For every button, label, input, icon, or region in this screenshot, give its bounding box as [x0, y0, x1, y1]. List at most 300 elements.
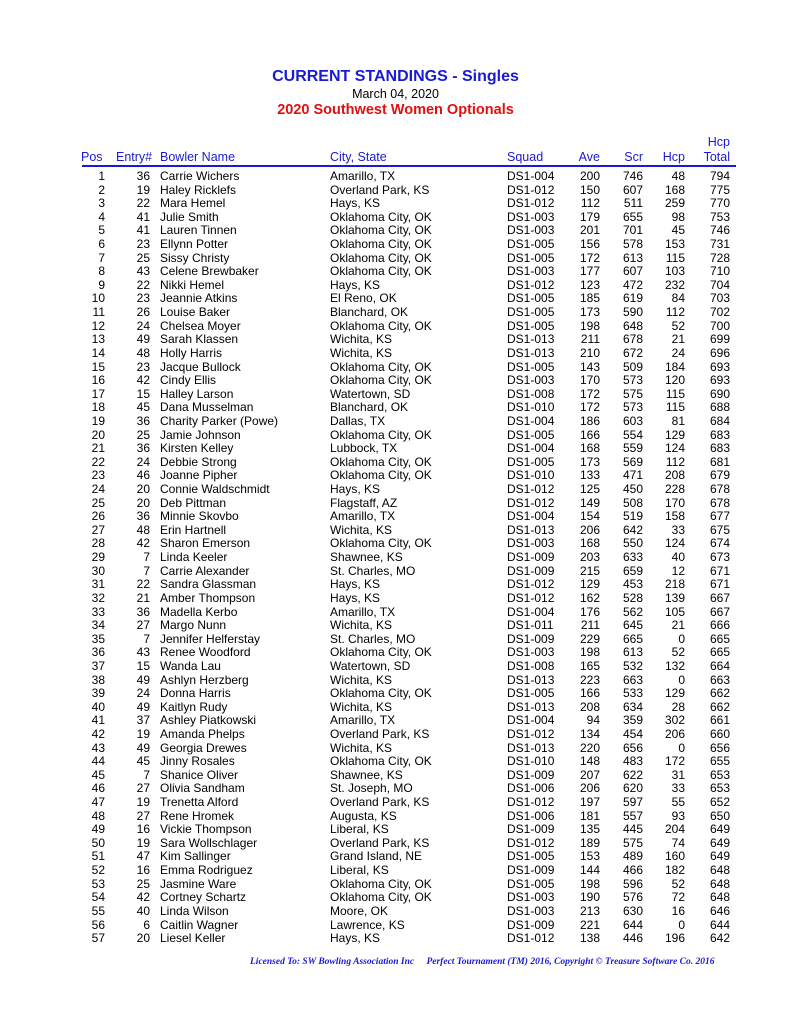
cell-ave: 210 — [579, 345, 600, 360]
cell-name: Linda Keeler — [160, 550, 228, 565]
cell-pos: 28 — [91, 536, 105, 551]
cell-total: 649 — [709, 835, 730, 850]
cell-scr: 575 — [622, 386, 643, 401]
cell-entry: 26 — [136, 305, 150, 320]
cell-name: Nikki Hemel — [160, 277, 225, 292]
cell-hcp: 206 — [664, 726, 685, 741]
cell-name: Madella Kerbo — [160, 604, 238, 619]
table-row — [0, 401, 791, 415]
cell-total: 663 — [709, 672, 730, 687]
cell-pos: 57 — [91, 931, 105, 946]
table-row — [0, 578, 791, 592]
footer — [250, 957, 724, 967]
table-row — [0, 796, 791, 810]
cell-city: Wichita, KS — [330, 740, 393, 755]
cell-squad: DS1-004 — [507, 604, 555, 619]
cell-squad: DS1-012 — [507, 577, 555, 592]
cell-ave: 206 — [579, 781, 600, 796]
table-row — [0, 292, 791, 306]
cell-total: 675 — [709, 522, 730, 537]
cell-entry: 41 — [136, 209, 150, 224]
cell-name: Jennifer Helferstay — [160, 631, 261, 646]
cell-pos: 3 — [98, 196, 105, 211]
cell-ave: 186 — [579, 413, 600, 428]
table-row — [0, 197, 791, 211]
cell-city: Wichita, KS — [330, 672, 393, 687]
cell-hcp: 28 — [671, 699, 685, 714]
cell-squad: DS1-010 — [507, 468, 555, 483]
cell-name: Ashlyn Herzberg — [160, 672, 249, 687]
column-header-hcp: Hcp — [662, 150, 685, 164]
cell-pos: 24 — [91, 482, 105, 497]
cell-squad: DS1-013 — [507, 672, 555, 687]
cell-hcp: 12 — [671, 563, 685, 578]
table-row — [0, 170, 791, 184]
cell-name: Sarah Klassen — [160, 332, 239, 347]
cell-city: Blanchard, OK — [330, 400, 409, 415]
cell-city: Overland Park, KS — [330, 835, 430, 850]
cell-scr: 550 — [622, 536, 643, 551]
cell-ave: 125 — [579, 482, 600, 497]
cell-name: Jamie Johnson — [160, 427, 241, 442]
cell-city: St. Charles, MO — [330, 563, 416, 578]
cell-scr: 519 — [622, 509, 643, 524]
cell-entry: 49 — [136, 332, 150, 347]
cell-city: Hays, KS — [330, 482, 381, 497]
cell-scr: 642 — [622, 522, 643, 537]
cell-pos: 39 — [91, 686, 105, 701]
cell-entry: 42 — [136, 536, 150, 551]
cell-scr: 562 — [622, 604, 643, 619]
cell-ave: 177 — [579, 264, 600, 279]
cell-pos: 44 — [91, 754, 105, 769]
cell-pos: 45 — [91, 767, 105, 782]
cell-scr: 508 — [622, 495, 643, 510]
cell-total: 671 — [709, 563, 730, 578]
cell-hcp: 33 — [671, 781, 685, 796]
cell-total: 681 — [709, 454, 730, 469]
cell-squad: DS1-012 — [507, 590, 555, 605]
cell-ave: 179 — [579, 209, 600, 224]
column-header-name: Bowler Name — [160, 150, 236, 164]
cell-total: 728 — [709, 250, 730, 265]
cell-name: Ashley Piatkowski — [160, 713, 257, 728]
cell-pos: 42 — [91, 726, 105, 741]
cell-hcp: 112 — [665, 305, 685, 320]
cell-city: Lubbock, TX — [330, 441, 398, 456]
cell-hcp: 84 — [671, 291, 685, 306]
table-row — [0, 184, 791, 198]
cell-scr: 607 — [622, 182, 643, 197]
table-row — [0, 279, 791, 293]
cell-pos: 50 — [91, 835, 105, 850]
cell-name: Mara Hemel — [160, 196, 226, 211]
cell-entry: 23 — [136, 237, 150, 252]
cell-scr: 665 — [622, 631, 643, 646]
cell-city: Hays, KS — [330, 196, 381, 211]
cell-city: Hays, KS — [330, 931, 381, 946]
cell-name: Cortney Schartz — [160, 890, 247, 905]
cell-city: Oklahoma City, OK — [330, 645, 432, 660]
cell-total: 660 — [709, 726, 730, 741]
cell-ave: 148 — [579, 754, 600, 769]
cell-entry: 48 — [136, 345, 150, 360]
cell-city: Oklahoma City, OK — [330, 359, 432, 374]
cell-city: Watertown, SD — [330, 658, 411, 673]
cell-squad: DS1-010 — [507, 754, 555, 769]
table-row — [0, 728, 791, 742]
table-row — [0, 252, 791, 266]
cell-city: Shawnee, KS — [330, 550, 403, 565]
cell-city: Blanchard, OK — [330, 305, 409, 320]
cell-entry: 43 — [136, 645, 150, 660]
cell-squad: DS1-003 — [507, 645, 555, 660]
cell-name: Renee Woodford — [160, 645, 251, 660]
cell-ave: 221 — [579, 917, 600, 932]
cell-entry: 49 — [136, 740, 150, 755]
table-row — [0, 919, 791, 933]
cell-hcp: 40 — [671, 550, 685, 565]
cell-pos: 34 — [91, 618, 105, 633]
cell-squad: DS1-011 — [507, 618, 554, 633]
cell-scr: 471 — [622, 468, 643, 483]
cell-hcp: 139 — [664, 590, 685, 605]
cell-name: Dana Musselman — [160, 400, 254, 415]
cell-city: Hays, KS — [330, 577, 381, 592]
cell-pos: 21 — [91, 441, 105, 456]
cell-ave: 208 — [579, 699, 600, 714]
cell-name: Vickie Thompson — [160, 822, 252, 837]
cell-hcp: 158 — [664, 509, 685, 524]
cell-ave: 143 — [579, 359, 600, 374]
cell-ave: 229 — [579, 631, 600, 646]
cell-scr: 655 — [622, 209, 643, 224]
cell-pos: 35 — [91, 631, 105, 646]
cell-total: 693 — [709, 359, 730, 374]
cell-name: Kim Sallinger — [160, 849, 231, 864]
cell-scr: 450 — [622, 482, 643, 497]
cell-ave: 198 — [579, 645, 600, 660]
cell-scr: 596 — [622, 876, 643, 891]
cell-ave: 144 — [579, 863, 600, 878]
cell-total: 684 — [709, 413, 730, 428]
cell-hcp: 170 — [664, 495, 685, 510]
cell-total: 653 — [709, 767, 730, 782]
cell-name: Celene Brewbaker — [160, 264, 259, 279]
cell-ave: 198 — [579, 318, 600, 333]
cell-entry: 20 — [136, 495, 150, 510]
cell-name: Sharon Emerson — [160, 536, 251, 551]
table-row — [0, 646, 791, 660]
cell-hcp: 52 — [671, 318, 685, 333]
cell-city: Oklahoma City, OK — [330, 427, 432, 442]
cell-entry: 23 — [136, 291, 150, 306]
cell-entry: 43 — [136, 264, 150, 279]
cell-pos: 14 — [91, 345, 105, 360]
table-row — [0, 483, 791, 497]
cell-squad: DS1-010 — [507, 400, 555, 415]
cell-name: Amanda Phelps — [160, 726, 245, 741]
cell-entry: 7 — [143, 550, 150, 565]
cell-total: 648 — [709, 863, 730, 878]
cell-entry: 15 — [136, 386, 150, 401]
cell-squad: DS1-012 — [507, 495, 555, 510]
cell-ave: 168 — [579, 536, 600, 551]
cell-scr: 453 — [622, 577, 643, 592]
cell-entry: 20 — [136, 931, 150, 946]
cell-scr: 578 — [622, 237, 643, 252]
cell-scr: 528 — [622, 590, 643, 605]
table-row — [0, 565, 791, 579]
table-row — [0, 388, 791, 402]
table-row — [0, 306, 791, 320]
cell-name: Lauren Tinnen — [160, 223, 237, 238]
cell-total: 688 — [709, 400, 730, 415]
cell-squad: DS1-013 — [507, 345, 555, 360]
table-row — [0, 714, 791, 728]
cell-total: 650 — [709, 808, 730, 823]
cell-name: Shanice Oliver — [160, 767, 239, 782]
cell-name: Liesel Keller — [160, 931, 226, 946]
cell-hcp: 129 — [664, 427, 685, 442]
cell-entry: 25 — [136, 250, 150, 265]
cell-scr: 573 — [622, 373, 643, 388]
cell-hcp: 55 — [671, 795, 685, 810]
table-row — [0, 497, 791, 511]
cell-entry: 48 — [136, 522, 150, 537]
cell-hcp: 168 — [664, 182, 685, 197]
cell-ave: 223 — [579, 672, 600, 687]
cell-squad: DS1-009 — [507, 863, 555, 878]
report-date: March 04, 2020 — [352, 87, 439, 101]
table-row — [0, 891, 791, 905]
cell-city: Oklahoma City, OK — [330, 237, 432, 252]
cell-name: Julie Smith — [160, 209, 219, 224]
cell-total: 746 — [709, 223, 730, 238]
cell-pos: 23 — [91, 468, 105, 483]
cell-hcp: 52 — [671, 876, 685, 891]
cell-scr: 663 — [622, 672, 643, 687]
cell-scr: 454 — [622, 726, 643, 741]
cell-entry: 19 — [136, 835, 150, 850]
cell-name: Wanda Lau — [160, 658, 221, 673]
cell-scr: 613 — [622, 250, 643, 265]
cell-ave: 172 — [579, 250, 600, 265]
cell-total: 662 — [709, 699, 730, 714]
table-row — [0, 510, 791, 524]
cell-city: Wichita, KS — [330, 618, 393, 633]
cell-total: 702 — [709, 305, 730, 320]
cell-city: St. Joseph, MO — [330, 781, 413, 796]
cell-pos: 19 — [91, 413, 105, 428]
cell-total: 674 — [709, 536, 730, 551]
cell-squad: DS1-012 — [507, 835, 555, 850]
cell-city: Oklahoma City, OK — [330, 536, 432, 551]
cell-squad: DS1-004 — [507, 169, 555, 183]
cell-scr: 746 — [622, 169, 643, 183]
cell-hcp: 105 — [664, 604, 685, 619]
cell-scr: 557 — [622, 808, 643, 823]
cell-squad: DS1-012 — [507, 931, 555, 946]
cell-pos: 46 — [91, 781, 105, 796]
cell-scr: 590 — [622, 305, 643, 320]
column-header-entry: Entry# — [116, 150, 153, 164]
cell-city: Oklahoma City, OK — [330, 754, 432, 769]
cell-ave: 135 — [579, 822, 600, 837]
cell-scr: 622 — [622, 767, 643, 782]
cell-hcp: 0 — [678, 672, 685, 687]
table-row — [0, 537, 791, 551]
cell-pos: 53 — [91, 876, 105, 891]
cell-total: 671 — [709, 577, 730, 592]
cell-scr: 619 — [622, 291, 643, 306]
cell-entry: 22 — [136, 196, 150, 211]
cell-pos: 47 — [91, 795, 105, 810]
cell-pos: 40 — [91, 699, 105, 714]
table-row — [0, 932, 791, 946]
cell-entry: 27 — [136, 781, 150, 796]
cell-entry: 15 — [136, 658, 150, 673]
cell-name: Joanne Pipher — [160, 468, 238, 483]
cell-ave: 138 — [579, 931, 600, 946]
table-row — [0, 619, 791, 633]
cell-total: 794 — [709, 169, 730, 183]
cell-squad: DS1-004 — [507, 509, 555, 524]
cell-total: 673 — [709, 550, 730, 565]
cell-total: 696 — [709, 345, 730, 360]
cell-name: Charity Parker (Powe) — [160, 413, 279, 428]
table-row — [0, 782, 791, 796]
cell-scr: 603 — [622, 413, 643, 428]
cell-pos: 20 — [91, 427, 105, 442]
cell-entry: 23 — [136, 359, 150, 374]
cell-ave: 134 — [579, 726, 600, 741]
cell-scr: 533 — [622, 686, 643, 701]
cell-pos: 9 — [98, 277, 105, 292]
cell-entry: 36 — [136, 509, 150, 524]
cell-hcp: 31 — [671, 767, 685, 782]
cell-name: Georgia Drewes — [160, 740, 247, 755]
cell-entry: 24 — [136, 686, 150, 701]
column-header-total-top: Hcp — [707, 135, 730, 149]
cell-total: 652 — [709, 795, 730, 810]
cell-squad: DS1-009 — [507, 917, 555, 932]
cell-ave: 203 — [579, 550, 600, 565]
cell-total: 649 — [709, 822, 730, 837]
cell-pos: 13 — [91, 332, 105, 347]
cell-scr: 672 — [622, 345, 643, 360]
cell-ave: 211 — [580, 332, 600, 347]
cell-hcp: 24 — [671, 345, 685, 360]
cell-name: Halley Larson — [160, 386, 234, 401]
cell-city: St. Charles, MO — [330, 631, 416, 646]
cell-squad: DS1-005 — [507, 318, 555, 333]
cell-entry: 49 — [136, 699, 150, 714]
cell-name: Haley Ricklefs — [160, 182, 237, 197]
cell-name: Cindy Ellis — [160, 373, 217, 388]
cell-scr: 532 — [622, 658, 643, 673]
cell-name: Jasmine Ware — [160, 876, 237, 891]
cell-entry: 22 — [136, 277, 150, 292]
cell-ave: 173 — [579, 305, 600, 320]
cell-ave: 201 — [579, 223, 600, 238]
cell-hcp: 21 — [671, 332, 685, 347]
table-row — [0, 265, 791, 279]
cell-city: Overland Park, KS — [330, 182, 430, 197]
cell-scr: 634 — [622, 699, 643, 714]
cell-total: 642 — [709, 931, 730, 946]
cell-city: Liberal, KS — [330, 863, 389, 878]
cell-total: 667 — [709, 604, 730, 619]
cell-hcp: 124 — [664, 441, 685, 456]
cell-city: Lawrence, KS — [330, 917, 405, 932]
cell-pos: 15 — [91, 359, 105, 374]
cell-squad: DS1-005 — [507, 359, 555, 374]
cell-pos: 32 — [91, 590, 105, 605]
cell-hcp: 196 — [664, 931, 685, 946]
footer-license: Licensed To: SW Bowling Association Inc — [250, 957, 415, 967]
cell-name: Sara Wollschlager — [160, 835, 258, 850]
table-row — [0, 674, 791, 688]
cell-city: Amarillo, TX — [330, 169, 396, 183]
cell-entry: 36 — [136, 413, 150, 428]
cell-scr: 633 — [622, 550, 643, 565]
cell-pos: 51 — [91, 849, 105, 864]
cell-ave: 94 — [586, 713, 600, 728]
cell-squad: DS1-009 — [507, 822, 555, 837]
cell-ave: 166 — [579, 427, 600, 442]
cell-scr: 554 — [622, 427, 643, 442]
cell-squad: DS1-004 — [507, 441, 555, 456]
cell-squad: DS1-004 — [507, 713, 555, 728]
cell-ave: 181 — [579, 808, 600, 823]
cell-pos: 10 — [91, 291, 105, 306]
table-row — [0, 347, 791, 361]
cell-ave: 133 — [579, 468, 600, 483]
cell-entry: 37 — [136, 713, 150, 728]
cell-entry: 22 — [136, 577, 150, 592]
cell-name: Amber Thompson — [160, 590, 256, 605]
cell-hcp: 103 — [664, 264, 685, 279]
cell-name: Erin Hartnell — [160, 522, 227, 537]
cell-hcp: 115 — [665, 400, 685, 415]
cell-total: 690 — [709, 386, 730, 401]
cell-name: Kaitlyn Rudy — [160, 699, 228, 714]
cell-entry: 36 — [136, 169, 150, 183]
column-header-ave: Ave — [578, 150, 600, 164]
cell-pos: 36 — [91, 645, 105, 660]
cell-entry: 36 — [136, 441, 150, 456]
cell-entry: 7 — [143, 563, 150, 578]
cell-hcp: 120 — [664, 373, 685, 388]
cell-name: Carrie Alexander — [160, 563, 250, 578]
cell-hcp: 93 — [671, 808, 685, 823]
cell-ave: 211 — [580, 618, 600, 633]
cell-ave: 206 — [579, 522, 600, 537]
cell-squad: DS1-012 — [507, 277, 555, 292]
cell-squad: DS1-013 — [507, 522, 555, 537]
cell-squad: DS1-004 — [507, 413, 555, 428]
cell-city: Oklahoma City, OK — [330, 264, 432, 279]
cell-squad: DS1-005 — [507, 849, 555, 864]
cell-total: 700 — [709, 318, 730, 333]
cell-squad: DS1-005 — [507, 876, 555, 891]
cell-pos: 25 — [91, 495, 105, 510]
cell-ave: 123 — [579, 277, 600, 292]
cell-squad: DS1-009 — [507, 631, 555, 646]
cell-hcp: 81 — [671, 413, 685, 428]
cell-ave: 198 — [579, 876, 600, 891]
